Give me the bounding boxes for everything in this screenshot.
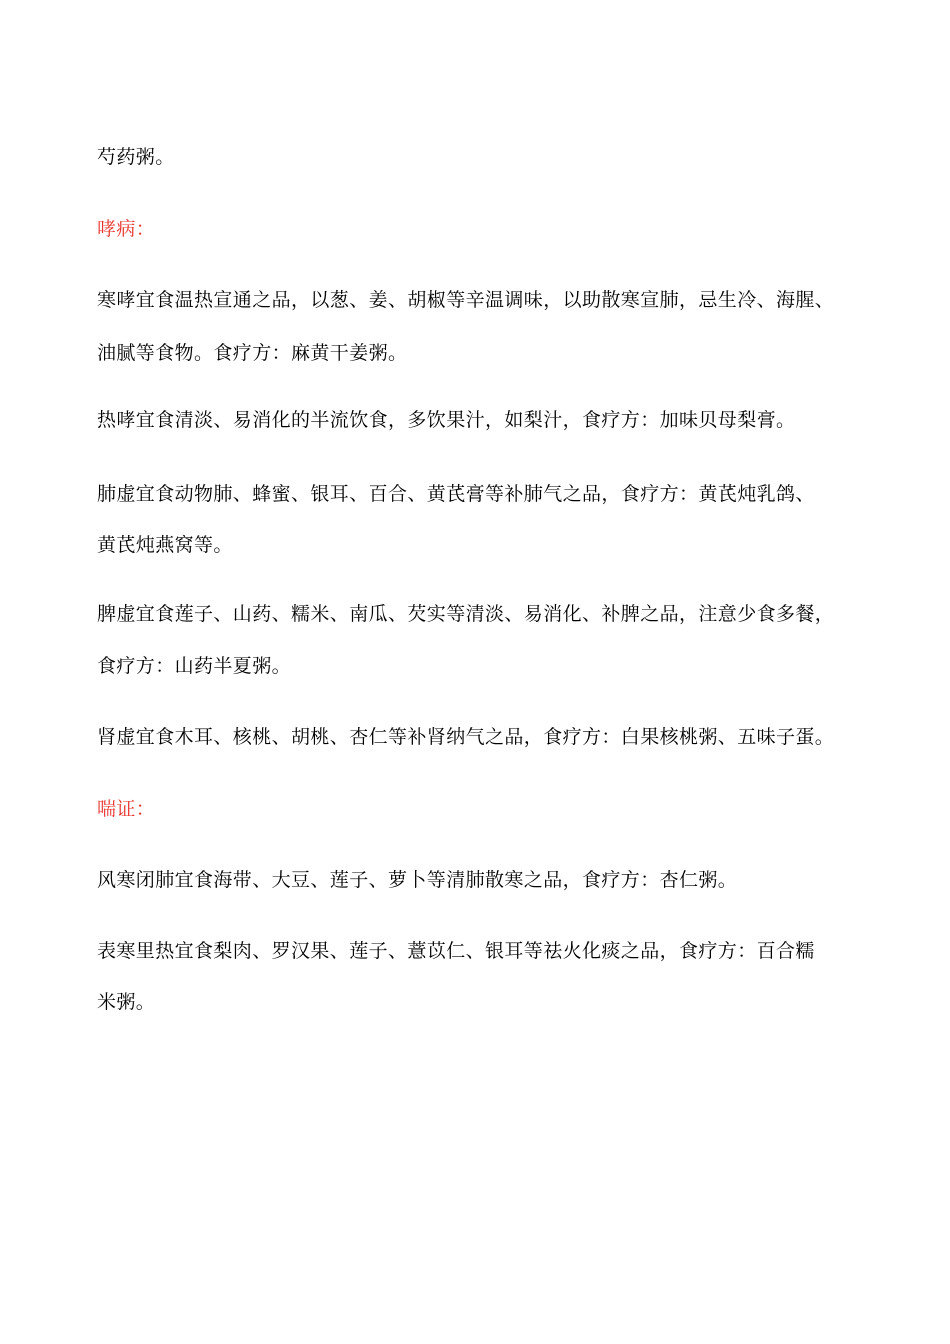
text-line: 油腻等食物。食疗方：麻黄干姜粥。 (97, 342, 408, 364)
text-line: 食疗方：山药半夏粥。 (97, 655, 292, 677)
text-line: 寒哮宜食温热宣通之品，以葱、姜、胡椒等辛温调味，以助散寒宣肺，忌生冷、海腥、 (97, 289, 835, 311)
text-line: 肾虚宜食木耳、核桃、胡桃、杏仁等补肾纳气之品，食疗方：白果核桃粥、五味子蛋。 (97, 726, 835, 748)
text-line: 热哮宜食清淡、易消化的半流饮食，多饮果汁，如梨汁，食疗方：加味贝母梨膏。 (97, 409, 796, 431)
section-heading-chuanzheng: 喘证： (97, 798, 156, 820)
text-line: 表寒里热宜食梨肉、罗汉果、莲子、薏苡仁、银耳等祛火化痰之品，食疗方：百合糯 (97, 940, 815, 962)
text-line: 米粥。 (97, 991, 156, 1013)
text-line: 脾虚宜食莲子、山药、糯米、南瓜、芡实等清淡、易消化、补脾之品，注意少食多餐， (97, 603, 835, 625)
text-line: 芍药粥。 (97, 146, 175, 168)
text-line: 肺虚宜食动物肺、蜂蜜、银耳、百合、黄芪膏等补肺气之品，食疗方：黄芪炖乳鸽、 (97, 483, 815, 505)
text-line: 风寒闭肺宜食海带、大豆、莲子、萝卜等清肺散寒之品，食疗方：杏仁粥。 (97, 869, 738, 891)
section-heading-xiaobing: 哮病： (97, 218, 156, 240)
text-line: 黄芪炖燕窝等。 (97, 534, 233, 556)
